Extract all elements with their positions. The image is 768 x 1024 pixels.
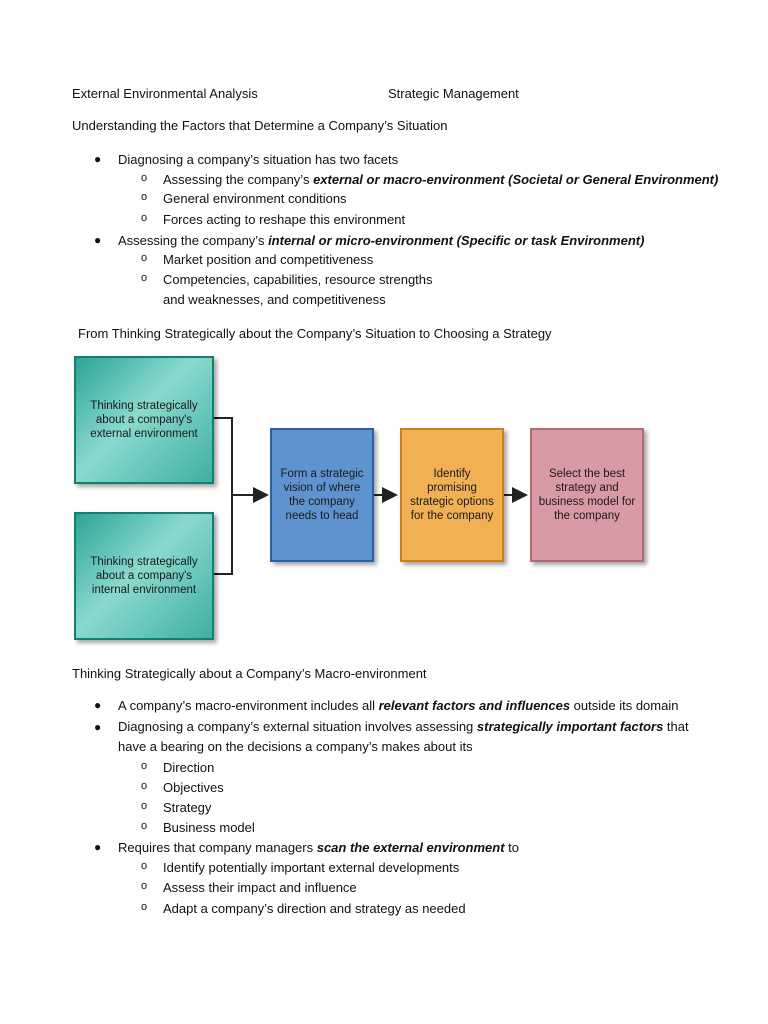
circle-bullet-icon: o: [141, 901, 148, 913]
list-item: o Strategy: [141, 800, 212, 815]
list-item: ● Diagnosing a company’s external situation involves assessing strategically important factors that have a bearing on the decisions a company’s makes about its: [94, 719, 689, 754]
diagram-caption: From Thinking Strategically about the Company’s Situation to Choosing a Strategy: [78, 326, 552, 341]
list-item: o Competencies, capabilities, resource strengths: [141, 272, 433, 287]
box-external-environment: Thinking strategically about a company's external environment: [74, 356, 214, 484]
list-item: o Identify potentially important external developments: [141, 860, 460, 875]
circle-bullet-icon: o: [141, 172, 148, 184]
list-item: ● A company’s macro-environment includes all relevant factors and influences outside its domain: [94, 698, 679, 713]
circle-bullet-icon: o: [141, 880, 148, 892]
list-item: ● Diagnosing a company’s situation has two facets: [94, 152, 399, 167]
circle-bullet-icon: o: [141, 212, 148, 224]
section-heading-situation: Understanding the Factors that Determine a Company’s Situation: [72, 118, 448, 133]
list-item: o Forces acting to reshape this environment: [141, 212, 406, 227]
bullet-icon: ●: [94, 233, 102, 247]
list-item: ● Assessing the company’s internal or micro-environment (Specific or task Environment): [94, 233, 645, 248]
bullet-icon: ●: [94, 840, 102, 854]
list-item: o Direction: [141, 760, 215, 775]
circle-bullet-icon: o: [141, 800, 148, 812]
box-strategic-vision: Form a strategic vision of where the company needs to head: [270, 428, 374, 562]
header-right-title: Strategic Management: [388, 86, 519, 101]
box-strategic-options: Identify promising strategic options for the company: [400, 428, 504, 562]
list-item: o Assess their impact and influence: [141, 880, 357, 895]
circle-bullet-icon: o: [141, 780, 148, 792]
circle-bullet-icon: o: [141, 191, 148, 203]
circle-bullet-icon: o: [141, 252, 148, 264]
circle-bullet-icon: o: [141, 272, 148, 284]
bullet-icon: ●: [94, 720, 102, 734]
circle-bullet-icon: o: [141, 820, 148, 832]
bullet-icon: ●: [94, 152, 102, 166]
circle-bullet-icon: o: [141, 860, 148, 872]
list-item: o General environment conditions: [141, 191, 347, 206]
list-item: o Market position and competitiveness: [141, 252, 374, 267]
connector-external: [212, 418, 232, 495]
box-internal-environment: Thinking strategically about a company's internal environment: [74, 512, 214, 640]
circle-bullet-icon: o: [141, 760, 148, 772]
list-item: o Assessing the company’s external or macro-environment (Societal or General Environment): [141, 172, 719, 187]
list-item: o Adapt a company’s direction and strategy as needed: [141, 901, 466, 916]
list-item: ● Requires that company managers scan the external environment to: [94, 840, 520, 855]
connector-internal: [212, 495, 232, 574]
box-select-strategy: Select the best strategy and business model for the company: [530, 428, 644, 562]
list-item-continuation: and weaknesses, and competitiveness: [163, 292, 386, 307]
bullet-icon: ●: [94, 698, 102, 712]
header-left-title: External Environmental Analysis: [72, 86, 258, 101]
list-item: o Business model: [141, 820, 255, 835]
section-heading-macro-environment: Thinking Strategically about a Company’s Macro-environment: [72, 666, 427, 681]
list-item: o Objectives: [141, 780, 224, 795]
strategy-flow-diagram: [72, 354, 652, 642]
